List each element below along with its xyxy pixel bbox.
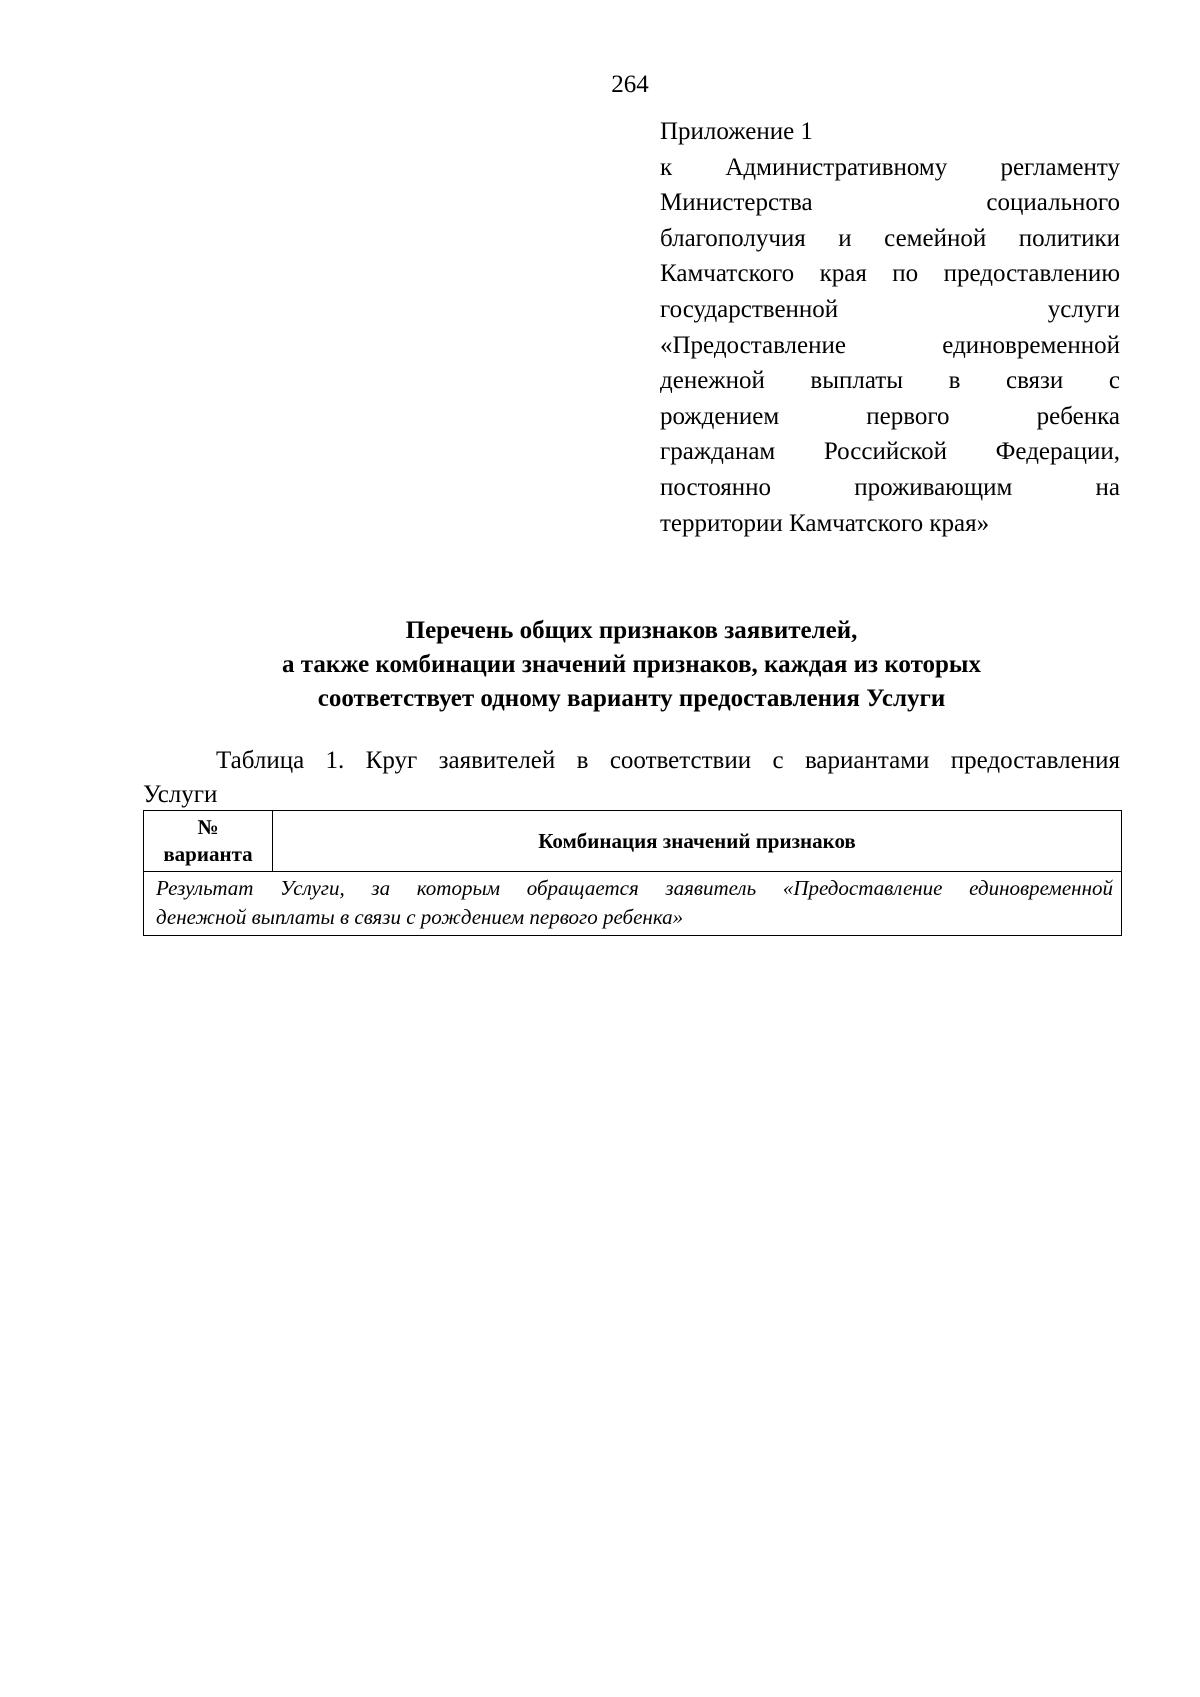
appendix-title: Приложение 1 (660, 118, 813, 145)
header-combination: Комбинация значений признаков (273, 811, 1122, 872)
appendix-line: гражданам Российской Федерации, (660, 438, 1120, 466)
result-cell (144, 872, 1122, 936)
table-header-row (144, 811, 1122, 872)
appendix-line: Министерства социального (660, 189, 1120, 217)
page-number: 264 (611, 71, 649, 98)
heading-line: соответствует одному варианту предоставления Услуги (317, 685, 946, 712)
appendix-line: к Административному регламенту (660, 153, 1120, 181)
table-row (144, 872, 1122, 936)
heading-line: Перечень общих признаков заявителей, (405, 617, 858, 644)
appendix-line: государственной услуги (660, 295, 1120, 323)
header-variant-number (144, 811, 273, 872)
result-line: Результат Услуги, за которым обращается заявитель «Предоставление единовременной (156, 876, 1113, 900)
appendix-line: территории Камчатского края» (660, 509, 990, 537)
appendix-line: Камчатского края по предоставлению (660, 260, 1120, 288)
header-num-symbol: № (197, 815, 219, 839)
appendix-line: «Предоставление единовременной (660, 331, 1120, 359)
table-caption-line: Услуги (143, 781, 218, 808)
result-line: денежной выплаты в связи с рождением первого ребенка» (156, 905, 684, 929)
appendix-line: денежной выплаты в связи с (660, 367, 1120, 395)
table-caption-line: Таблица 1. Круг заявителей в соответствии с вариантами предоставления (216, 747, 1120, 774)
appendix-line: рождением первого ребенка (660, 402, 1120, 430)
appendix-block (660, 114, 1120, 541)
table-caption (143, 744, 1120, 812)
appendix-line: благополучия и семейной политики (660, 224, 1120, 252)
heading-line: а также комбинации значений признаков, каждая из которых (282, 651, 981, 678)
document-heading (143, 614, 1120, 716)
variants-table (143, 810, 1122, 936)
appendix-line: постоянно проживающим на (660, 473, 1120, 501)
header-num-label: варианта (163, 842, 253, 866)
